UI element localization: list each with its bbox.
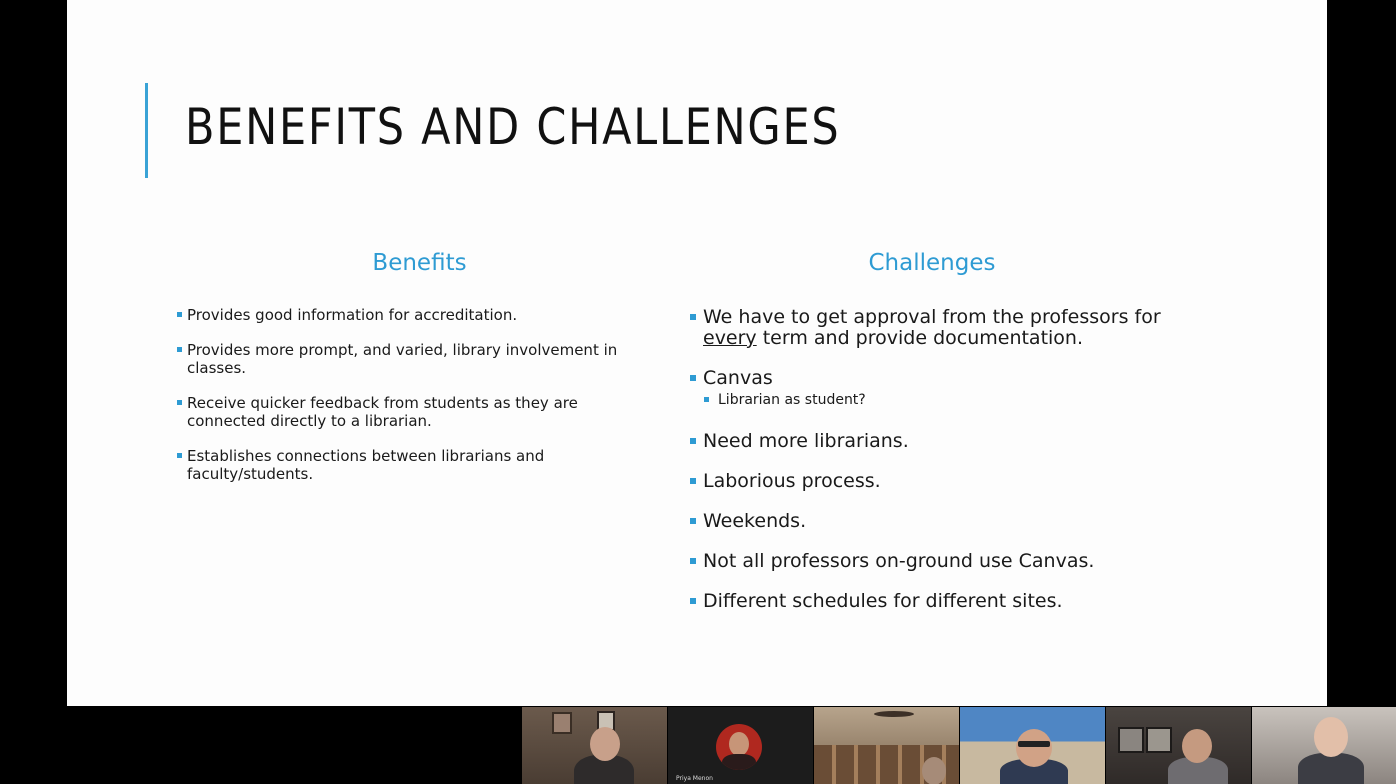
list-item: Establishes connections between librarians and faculty/students. [177, 447, 657, 483]
bullet-square-icon [690, 438, 696, 444]
participant-video-tile[interactable] [668, 707, 813, 784]
list-item: Different schedules for different sites. [690, 591, 1190, 612]
avatar [590, 727, 620, 761]
slide-title: BENEFITS AND CHALLENGES [185, 98, 841, 156]
bullet-square-icon [177, 347, 182, 352]
list-item: Receive quicker feedback from students as they are connected directly to a librarian. [177, 394, 657, 430]
presentation-slide [67, 0, 1327, 706]
benefits-heading: Benefits [372, 250, 467, 276]
glasses-icon [1018, 741, 1050, 747]
bullet-square-icon [690, 558, 696, 564]
bullet-square-icon [690, 314, 696, 320]
ceiling-fan-icon [874, 711, 914, 717]
list-subitem: Librarian as student? [690, 391, 1190, 409]
list-item: Weekends. [690, 511, 1190, 532]
challenges-heading: Challenges [868, 250, 996, 276]
bullet-square-icon [690, 598, 696, 604]
participant-video-tile[interactable] [1106, 707, 1251, 784]
wall-picture-icon [1118, 727, 1144, 753]
avatar [1314, 717, 1348, 757]
avatar [1298, 753, 1364, 784]
emphasis-every: every [703, 327, 757, 349]
participant-video-tile[interactable] [960, 707, 1105, 784]
list-item: Laborious process. [690, 471, 1190, 492]
bullet-square-icon [177, 312, 182, 317]
avatar [1016, 729, 1052, 767]
bullet-square-icon [690, 375, 696, 381]
participant-video-strip [522, 707, 1396, 784]
bullet-square-icon [177, 453, 182, 458]
bullet-square-icon [690, 478, 696, 484]
participant-name: Priya Menon [676, 775, 713, 782]
challenges-list [690, 307, 1190, 631]
list-item: Not all professors on-ground use Canvas. [690, 551, 1190, 572]
avatar [1182, 729, 1212, 763]
benefits-list [177, 306, 657, 500]
wall-picture-icon [552, 712, 572, 734]
list-item: Provides more prompt, and varied, library involvement in classes. [177, 341, 657, 377]
participant-video-tile[interactable] [1252, 707, 1396, 784]
avatar [716, 724, 762, 770]
bullet-square-icon [690, 518, 696, 524]
list-item: Provides good information for accreditation. [177, 306, 657, 324]
participant-video-tile[interactable] [522, 707, 667, 784]
participant-video-tile[interactable] [814, 707, 959, 784]
list-item: We have to get approval from the professors for every term and provide documentation. [690, 307, 1190, 349]
avatar [922, 757, 946, 784]
list-item: Need more librarians. [690, 431, 1190, 452]
wall-picture-icon [1146, 727, 1172, 753]
list-item: Canvas [690, 368, 1190, 389]
bullet-square-icon [177, 400, 182, 405]
bullet-square-icon [704, 397, 709, 402]
title-accent-bar [145, 83, 148, 178]
